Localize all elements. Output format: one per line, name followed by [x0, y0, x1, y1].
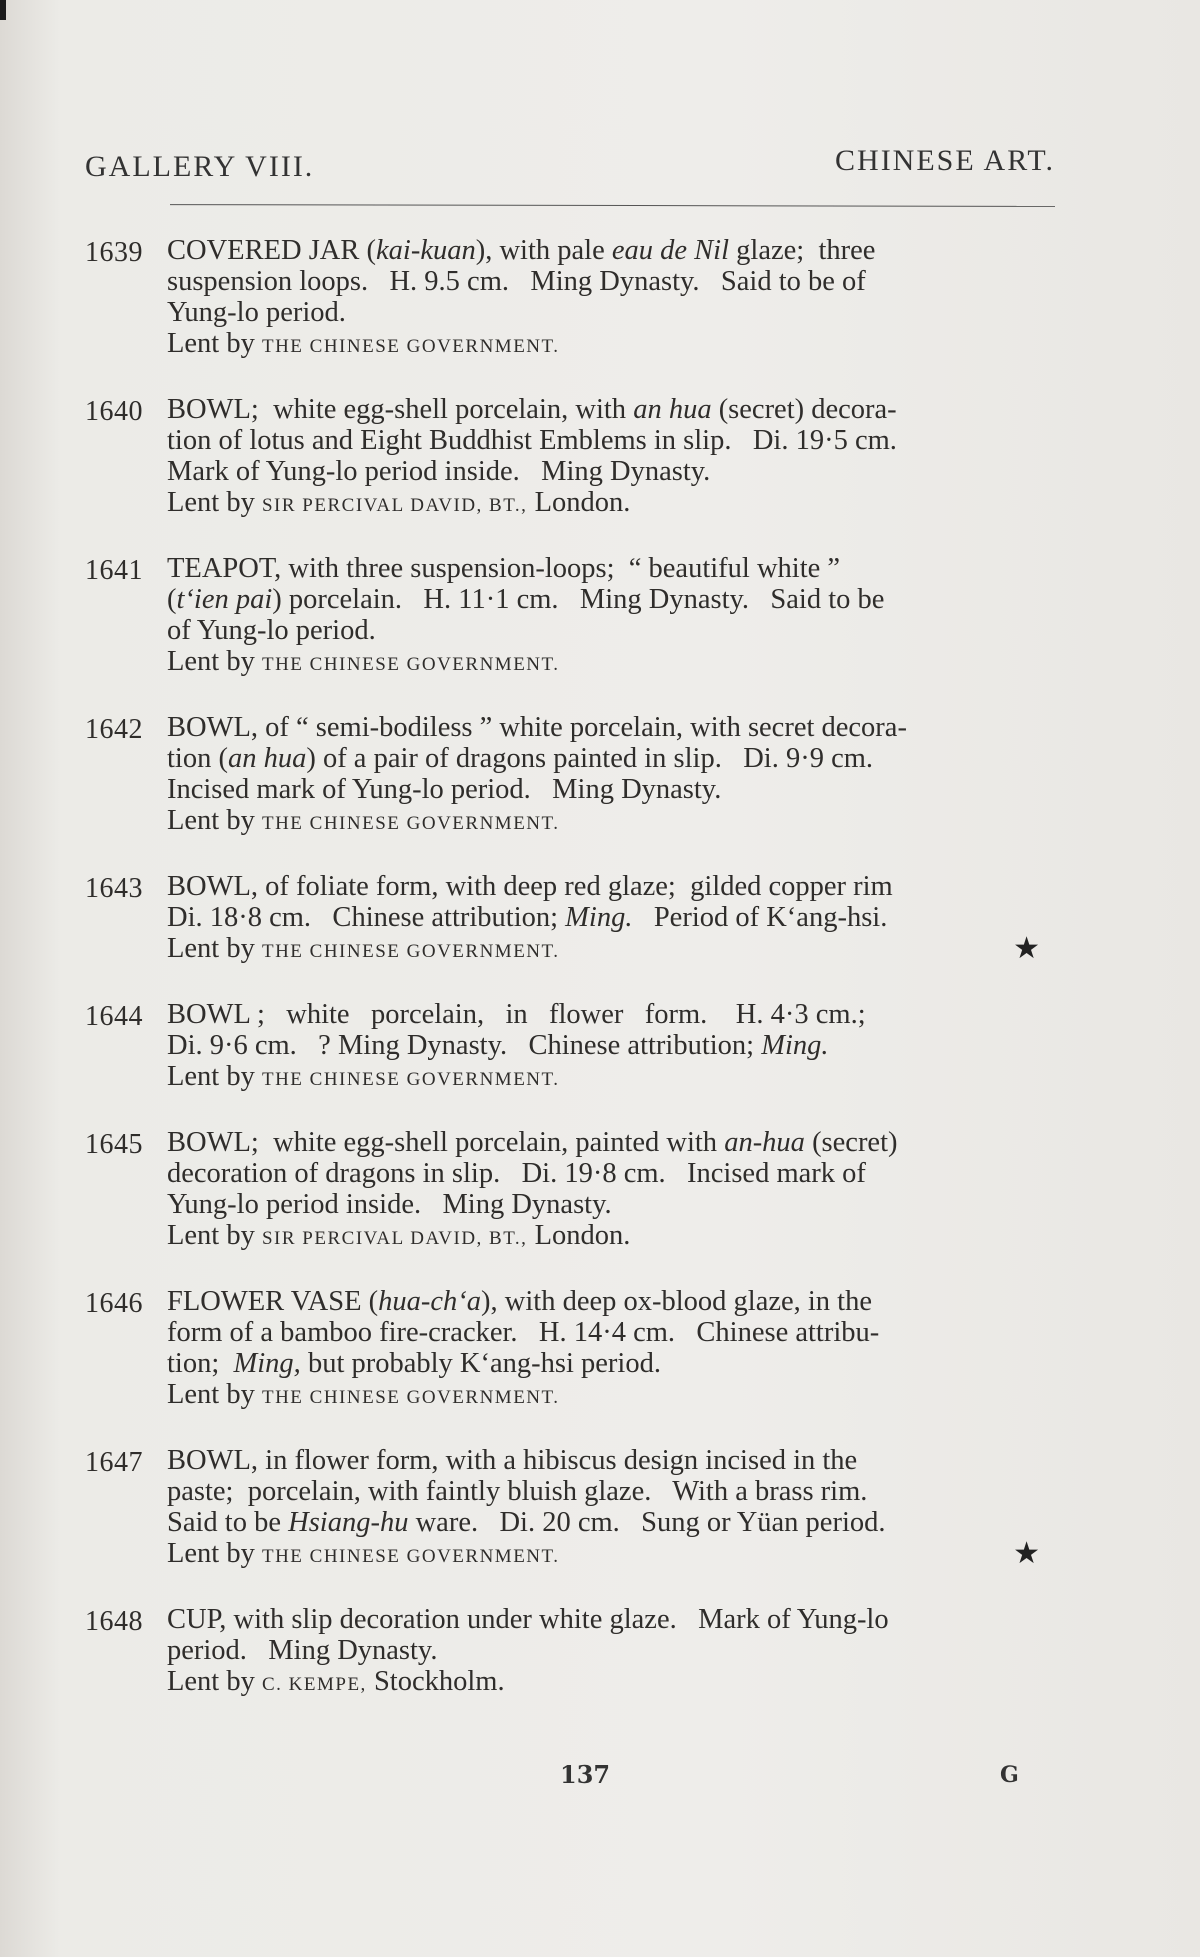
lender-name: SIR PERCIVAL DAVID, BT.,: [261, 1228, 528, 1249]
lender-name: THE CHINESE GOVERNMENT.: [261, 1387, 560, 1408]
entry-description-line: BOWL, of foliate form, with deep red glaze; gilded copper rim: [167, 871, 893, 902]
lent-by-label: Lent by: [167, 646, 262, 677]
entry-number: 1644: [85, 1001, 143, 1032]
entry-number: 1642: [85, 714, 143, 745]
entry-number: 1640: [85, 396, 143, 427]
text-run: Di. 18·8 cm. Chinese attribution;: [167, 902, 566, 933]
lender-location: Stockholm.: [366, 1666, 505, 1697]
lent-by-label: Lent by: [167, 487, 262, 518]
header-section: CHINESE ART.: [835, 144, 1055, 177]
entry-description-line: BOWL ; white porcelain, in flower form. H. 4·3 cm.;: [167, 999, 866, 1030]
text-run: Period of K‘ang-hsi.: [632, 902, 888, 933]
text-run: (secret) decora-: [711, 394, 897, 425]
lent-by-label: Lent by: [167, 1666, 262, 1697]
lent-by-label: Lent by: [167, 805, 262, 836]
catalogue-entry: [85, 394, 1070, 521]
entry-description-line: paste; porcelain, with faintly bluish glaze. With a brass rim.: [167, 1476, 868, 1507]
italic-term: an hua: [227, 743, 307, 774]
lender-line: [167, 805, 1070, 839]
entry-number: 1648: [85, 1606, 143, 1637]
lender-name: THE CHINESE GOVERNMENT.: [261, 1069, 560, 1090]
entry-description-line: [167, 394, 1070, 425]
text-run: Di. 9·6 cm. ? Ming Dynasty. Chinese attribution;: [167, 1030, 762, 1061]
entry-description-line: [167, 584, 1070, 615]
lender-line: [167, 646, 1070, 680]
entry-number: 1647: [85, 1447, 143, 1478]
italic-term: hua-ch‘a: [378, 1286, 482, 1317]
lent-by-label: Lent by: [167, 1061, 262, 1092]
lender-name: C. KEMPE,: [261, 1674, 367, 1695]
italic-term: Hsiang-hu: [288, 1507, 409, 1538]
text-run: (secret): [804, 1127, 898, 1158]
text-run: (: [167, 584, 177, 615]
italic-term: an-hua: [724, 1127, 805, 1158]
lent-by-label: Lent by: [167, 1538, 262, 1569]
star-marker-icon: ★: [1013, 932, 1040, 965]
italic-term: kai-kuan: [376, 235, 476, 266]
entry-description-line: [167, 1507, 1070, 1538]
entry-description-line: BOWL, in flower form, with a hibiscus design incised in the: [167, 1445, 858, 1476]
entry-description-line: BOWL, of “ semi-bodiless ” white porcelain, with secret decora-: [167, 712, 907, 743]
lender-name: THE CHINESE GOVERNMENT.: [261, 654, 560, 675]
lender-name: THE CHINESE GOVERNMENT.: [261, 941, 560, 962]
lender-name: SIR PERCIVAL DAVID, BT.,: [261, 495, 528, 516]
italic-term: eau de Nil: [611, 235, 730, 266]
catalogue-entry: [85, 1286, 1070, 1413]
entry-description-line: tion of lotus and Eight Buddhist Emblems in slip. Di. 19·5 cm.: [167, 425, 897, 456]
entry-description-line: Mark of Yung-lo period inside. Ming Dynasty.: [167, 456, 711, 487]
catalogue-entry: [85, 999, 1070, 1095]
lender-line: [167, 1061, 1070, 1095]
text-run: tion (: [167, 743, 228, 774]
catalogue-entry: [85, 1604, 1070, 1700]
entry-description-line: [167, 902, 1070, 933]
entry-number: 1643: [85, 873, 143, 904]
text-run: but probably K‘ang-hsi period.: [300, 1348, 661, 1379]
text-run: BOWL; white egg-shell porcelain, with: [167, 394, 634, 425]
header-rule: [170, 204, 1055, 207]
entry-description-line: of Yung-lo period.: [167, 615, 376, 646]
entry-number: 1646: [85, 1288, 143, 1319]
text-run: ware. Di. 20 cm. Sung or Yüan period.: [408, 1507, 886, 1538]
lender-line: [167, 1666, 1070, 1700]
lender-line: [167, 1538, 1070, 1572]
text-run: tion;: [167, 1348, 234, 1379]
entry-number: 1645: [85, 1129, 143, 1160]
italic-term: an hua: [633, 394, 712, 425]
lent-by-label: Lent by: [167, 1379, 262, 1410]
catalogue-entry: [85, 1445, 1070, 1572]
italic-term: t‘ien pai: [176, 584, 273, 615]
entry-description-line: CUP, with slip decoration under white glaze. Mark of Yung-lo: [167, 1604, 889, 1635]
lender-location: London.: [527, 1220, 631, 1251]
text-run: ), with deep ox-blood glaze, in the: [481, 1286, 873, 1317]
italic-term: Ming.: [761, 1030, 829, 1061]
entry-description-line: decoration of dragons in slip. Di. 19·8 cm. Incised mark of: [167, 1158, 866, 1189]
italic-term: Ming,: [233, 1348, 301, 1379]
entry-description-line: Incised mark of Yung-lo period. Ming Dynasty.: [167, 774, 722, 805]
entry-description-line: form of a bamboo fire-cracker. H. 14·4 cm. Chinese attribu-: [167, 1317, 880, 1348]
lender-line: [167, 487, 1070, 521]
lent-by-label: Lent by: [167, 933, 262, 964]
lender-location: London.: [527, 487, 631, 518]
text-run: FLOWER VASE (: [167, 1286, 379, 1317]
lender-line: [167, 1379, 1070, 1413]
entry-description-line: Yung-lo period inside. Ming Dynasty.: [167, 1189, 612, 1220]
header-gallery: GALLERY VIII.: [85, 150, 315, 183]
catalogue-entries: [85, 235, 1070, 1732]
lender-name: THE CHINESE GOVERNMENT.: [261, 813, 560, 834]
catalogue-entry: [85, 1127, 1070, 1254]
lender-name: THE CHINESE GOVERNMENT.: [261, 336, 560, 357]
text-run: ), with pale: [475, 235, 612, 266]
catalogue-entry: [85, 712, 1070, 839]
catalogue-entry: [85, 235, 1070, 362]
signature-mark: G: [1000, 1762, 1019, 1788]
text-run: Said to be: [167, 1507, 289, 1538]
lent-by-label: Lent by: [167, 328, 262, 359]
entry-description-line: [167, 743, 1070, 774]
italic-term: Ming.: [565, 902, 633, 933]
entry-description-line: suspension loops. H. 9.5 cm. Ming Dynasty. Said to be of: [167, 266, 866, 297]
page-number: 137: [560, 1760, 611, 1789]
text-run: ) porcelain. H. 11·1 cm. Ming Dynasty. Said to be: [272, 584, 885, 615]
entry-description-line: [167, 1127, 1070, 1158]
entry-description-line: [167, 1348, 1070, 1379]
entry-description-line: TEAPOT, with three suspension-loops; “ beautiful white ”: [167, 553, 841, 584]
text-run: BOWL; white egg-shell porcelain, painted with: [167, 1127, 725, 1158]
star-marker-icon: ★: [1013, 1537, 1040, 1570]
entry-description-line: [167, 235, 1070, 266]
lent-by-label: Lent by: [167, 1220, 262, 1251]
entry-number: 1639: [85, 237, 143, 268]
text-run: COVERED JAR (: [167, 235, 377, 266]
lender-line: [167, 933, 1070, 967]
entry-description-line: period. Ming Dynasty.: [167, 1635, 438, 1666]
entry-description-line: [167, 1030, 1070, 1061]
catalogue-entry: [85, 871, 1070, 967]
entry-description-line: Yung-lo period.: [167, 297, 346, 328]
entry-description-line: [167, 1286, 1070, 1317]
lender-name: THE CHINESE GOVERNMENT.: [261, 1546, 560, 1567]
lender-line: [167, 328, 1070, 362]
running-header: [85, 144, 1055, 200]
spine-mark: [0, 0, 6, 20]
entry-number: 1641: [85, 555, 143, 586]
text-run: glaze; three: [729, 235, 876, 266]
lender-line: [167, 1220, 1070, 1254]
catalogue-entry: [85, 553, 1070, 680]
text-run: ) of a pair of dragons painted in slip. Di. 9·9 cm.: [306, 743, 874, 774]
